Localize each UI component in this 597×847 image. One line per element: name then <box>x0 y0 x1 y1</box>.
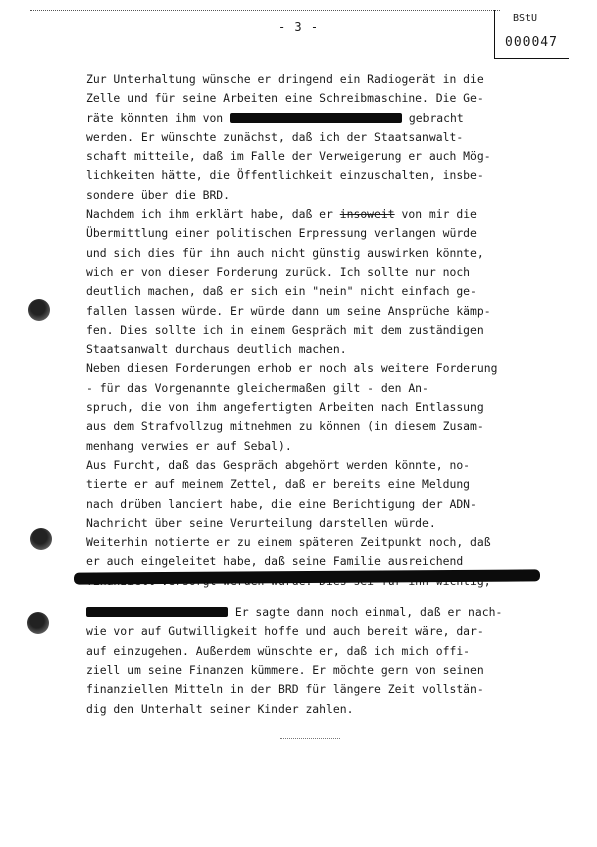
text-fragment: von mir die <box>401 207 477 222</box>
text-line: fen. Dies sollte ich in einem Gespräch mit dem zuständigen <box>86 322 484 337</box>
text-line: deutlich machen, daß er sich ein "nein" nicht einfach ge- <box>86 284 477 299</box>
text-line: Zelle und für seine Arbeiten eine Schreibmaschine. Die Ge- <box>86 91 484 106</box>
stamp-number: 000047 <box>505 35 558 50</box>
text-line: auf einzugehen. Außerdem wünschte er, daß ich mich offi- <box>86 643 471 658</box>
text-line: Aus Furcht, daß das Gespräch abgehört werden könnte, no- <box>86 457 471 472</box>
text-line: Staatsanwalt durchaus deutlich machen. <box>86 342 347 357</box>
text-line: er auch eingeleitet habe, daß seine Familie ausreichend <box>86 554 464 569</box>
text-fragment: Er sagte dann noch einmal, daß er nach- <box>234 605 503 620</box>
text-line: nach drüben lanciert habe, die eine Berichtigung der ADN- <box>86 496 477 511</box>
text-line <box>86 109 526 128</box>
text-line: und sich dies für ihn auch nicht günstig auswirken könnte, <box>86 245 484 260</box>
text-line: menhang verwies er auf Sebal). <box>86 438 292 453</box>
text-line: - für das Vorgenannte gleichermaßen gilt - den An- <box>86 380 429 395</box>
text-line: wie vor auf Gutwilligkeit hoffe und auch bereit wäre, dar- <box>86 624 484 639</box>
text-line: spruch, die von ihm angefertigten Arbeiten nach Entlassung <box>86 400 484 415</box>
redacted-gap <box>86 591 526 603</box>
text-line: werden. Er wünschte zunächst, daß ich der Staatsanwalt- <box>86 129 464 144</box>
text-line: schaft mitteile, daß im Falle der Verweigerung er auch Mög- <box>86 149 491 164</box>
text-line: tierte er auf meinem Zettel, daß er bereits eine Meldung <box>86 477 471 492</box>
text-line: Nachricht über seine Verurteilung darstellen würde. <box>86 515 436 530</box>
text-line <box>86 603 526 622</box>
text-line: fallen lassen würde. Er würde dann um seine Ansprüche kämp- <box>86 303 491 318</box>
text-line: aus dem Strafvollzug mitnehmen zu können (in diesem Zusam- <box>86 419 484 434</box>
text-fragment: Nachdem ich ihm erklärt habe, daß er <box>86 207 333 222</box>
text-line: wich er von dieser Forderung zurück. Ich sollte nur noch <box>86 264 471 279</box>
text-fragment: gebracht <box>408 110 464 125</box>
punch-hole-mark <box>27 612 49 634</box>
redaction-bar <box>230 113 402 123</box>
text-line: lichkeiten hätte, die Öffentlichkeit einzuschalten, insbe- <box>86 168 484 183</box>
page-number: - 3 - <box>277 20 320 34</box>
letter-body <box>86 70 526 719</box>
text-line: ziell um seine Finanzen kümmere. Er möchte gern von seinen <box>86 662 484 677</box>
text-line: Weiterhin notierte er zu einem späteren Zeitpunkt noch, daß <box>86 535 491 550</box>
text-line: sondere über die BRD. <box>86 187 231 202</box>
text-line: finanziellen Mitteln in der BRD für längere Zeit vollstän- <box>86 682 484 697</box>
text-line <box>86 205 526 224</box>
punch-hole-mark <box>28 299 50 321</box>
end-dotted-mark <box>280 738 340 739</box>
text-line: Zur Unterhaltung wünsche er dringend ein Radiogerät in die <box>86 72 484 86</box>
text-fragment: räte könnten ihm von <box>86 110 224 125</box>
stamp-label: BStU <box>513 13 538 24</box>
text-line: Übermittlung einer politischen Erpressung verlangen würde <box>86 226 477 241</box>
text-line: Neben diesen Forderungen erhob er noch als weitere Forderung <box>86 361 498 376</box>
redaction-bar <box>86 607 228 617</box>
archive-stamp <box>494 10 569 59</box>
top-dotted-line <box>30 10 500 11</box>
punch-hole-mark <box>30 528 52 550</box>
struck-word: insoweit <box>339 207 395 222</box>
text-line: dig den Unterhalt seiner Kinder zahlen. <box>86 701 354 716</box>
